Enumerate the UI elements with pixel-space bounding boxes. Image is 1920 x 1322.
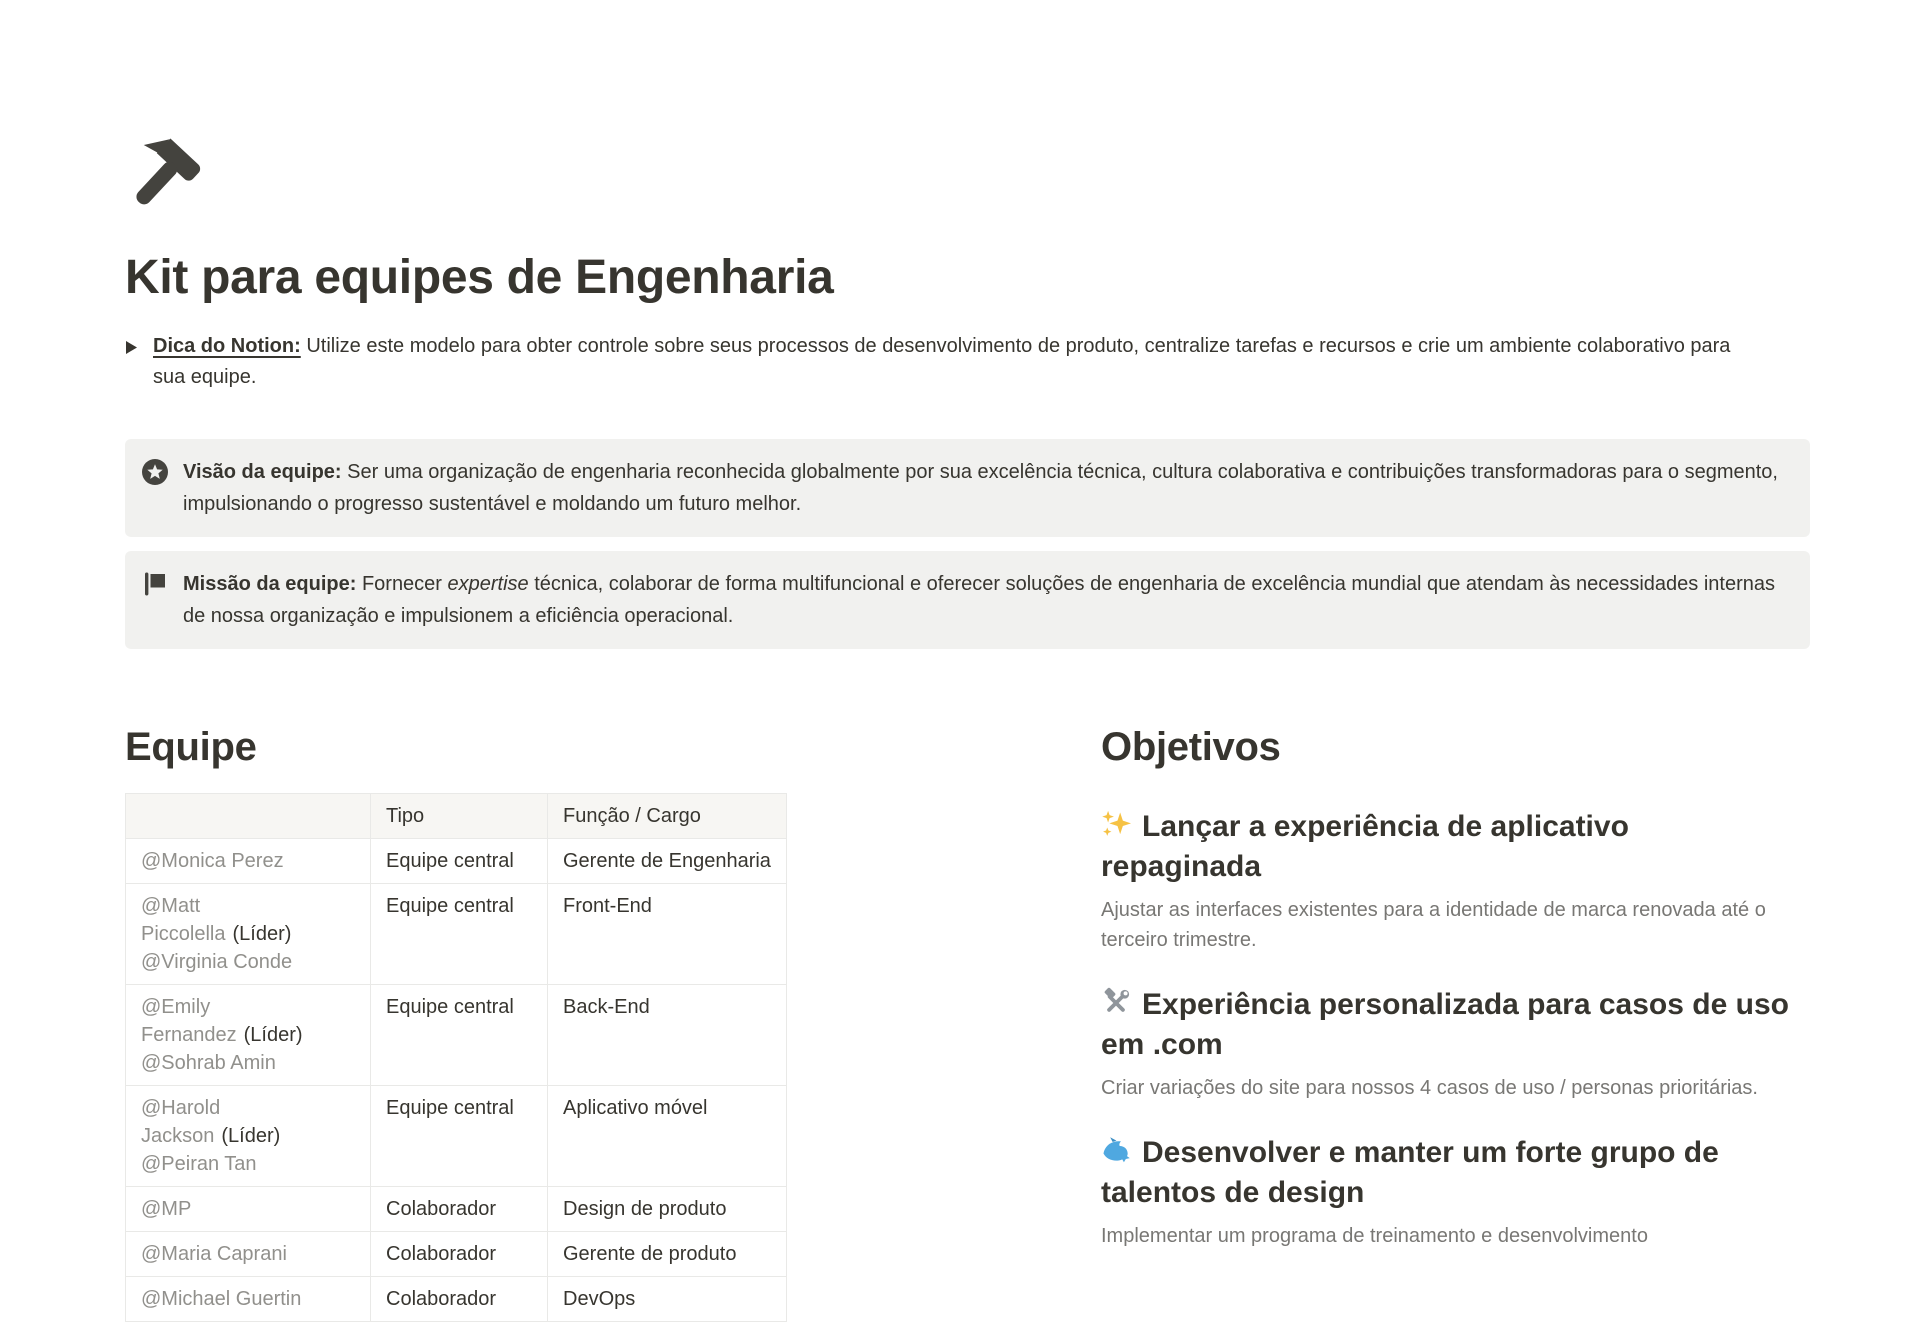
- mention-link[interactable]: @Peiran Tan: [141, 1153, 257, 1175]
- member-line: [141, 847, 355, 875]
- tipo-cell[interactable]: Colaborador: [371, 1232, 548, 1277]
- member-line: [141, 993, 355, 1049]
- tipo-cell[interactable]: Colaborador: [371, 1187, 548, 1232]
- member-line: [141, 948, 355, 976]
- star-in-circle-icon: [141, 458, 169, 486]
- mission-body-2: técnica, colaborar de forma multifuncional e oferecer soluções de engenharia de excelência mundial que atendam às necessidades internas de nossa organização e impulsionem a eficiência operacional.: [183, 573, 1776, 627]
- dolphin-icon: [1101, 1136, 1131, 1166]
- member-line: [141, 1240, 355, 1268]
- page-hammer-icon[interactable]: [125, 133, 207, 215]
- mention-link[interactable]: @Sohrab Amin: [141, 1052, 276, 1074]
- vision-callout: [125, 439, 1810, 537]
- goals-heading: Objetivos: [1101, 725, 1281, 769]
- header-cell-tipo[interactable]: Tipo: [371, 794, 548, 839]
- member-line: [141, 1049, 355, 1077]
- mention-link[interactable]: @Monica Perez: [141, 850, 284, 872]
- cargo-cell[interactable]: Design de produto: [548, 1187, 787, 1232]
- mention-link[interactable]: @Virginia Conde: [141, 951, 293, 973]
- table-row: [126, 1277, 787, 1322]
- leader-suffix: (Líder): [232, 923, 292, 945]
- mission-italic-word: expertise: [447, 573, 529, 595]
- tipo-cell[interactable]: Equipe central: [371, 1086, 548, 1187]
- mention-link[interactable]: @Michael Guertin: [141, 1288, 302, 1310]
- mention-link[interactable]: @MP: [141, 1198, 192, 1220]
- cargo-cell[interactable]: Gerente de Engenharia: [548, 839, 787, 884]
- goal-item: [1101, 985, 1796, 1103]
- tipo-cell[interactable]: Equipe central: [371, 884, 548, 985]
- leader-suffix: (Líder): [243, 1024, 303, 1046]
- table-row: [126, 1086, 787, 1187]
- members-cell[interactable]: [126, 839, 371, 884]
- mission-body-1: Fornecer: [361, 573, 442, 595]
- leader-suffix: (Líder): [221, 1125, 281, 1147]
- tipo-cell[interactable]: Equipe central: [371, 985, 548, 1086]
- member-line: [141, 1094, 355, 1150]
- notion-tip-text: [153, 331, 1753, 393]
- cargo-cell[interactable]: Gerente de produto: [548, 1232, 787, 1277]
- members-cell[interactable]: [126, 884, 371, 985]
- goal-title: [1101, 807, 1796, 887]
- cargo-cell[interactable]: Back-End: [548, 985, 787, 1086]
- members-cell[interactable]: [126, 985, 371, 1086]
- member-line: [141, 1195, 355, 1223]
- goal-description: Criar variações do site para nossos 4 casos de uso / personas prioritárias.: [1101, 1077, 1758, 1099]
- flag-icon: [141, 570, 169, 598]
- tipo-cell[interactable]: Colaborador: [371, 1277, 548, 1322]
- two-column-layout: [125, 723, 1810, 1322]
- notion-tip-body: Utilize este modelo para obter controle sobre seus processos de desenvolvimento de produto, centralize tarefas e recursos e crie um ambiente colaborativo para sua equipe.: [153, 335, 1731, 388]
- team-column: [125, 723, 787, 1322]
- mention-link[interactable]: @Harold Jackson: [141, 1097, 221, 1147]
- notion-tip-label: Dica do Notion:: [153, 335, 301, 357]
- vision-label: Visão da equipe:: [183, 461, 342, 483]
- table-row: [126, 1232, 787, 1277]
- table-row: [126, 985, 787, 1086]
- members-cell[interactable]: [126, 1086, 371, 1187]
- notion-tip-toggle[interactable]: [125, 331, 1765, 393]
- members-cell[interactable]: [126, 1187, 371, 1232]
- page-title: Kit para equipes de Engenharia: [125, 251, 834, 304]
- team-table: [125, 793, 787, 1322]
- table-header-row: [126, 794, 787, 839]
- mention-link[interactable]: @Maria Caprani: [141, 1243, 287, 1265]
- goal-title-text: Desenvolver e manter um forte grupo de talentos de design: [1101, 1136, 1719, 1209]
- mission-label: Missão da equipe:: [183, 573, 357, 595]
- cargo-cell[interactable]: Aplicativo móvel: [548, 1086, 787, 1187]
- member-line: [141, 1150, 355, 1178]
- goal-title: [1101, 1133, 1796, 1213]
- column-gap: [787, 723, 1101, 1322]
- cargo-cell[interactable]: DevOps: [548, 1277, 787, 1322]
- goal-item: [1101, 807, 1796, 955]
- members-cell[interactable]: [126, 1232, 371, 1277]
- table-row: [126, 839, 787, 884]
- tipo-cell[interactable]: Equipe central: [371, 839, 548, 884]
- hammer-and-wrench-icon: [1101, 988, 1131, 1018]
- mission-callout-text: [183, 568, 1790, 632]
- toggle-triangle-icon[interactable]: [125, 331, 153, 360]
- goal-description: Ajustar as interfaces existentes para a identidade de marca renovada até o terceiro trimestre.: [1101, 899, 1766, 951]
- mission-callout: [125, 551, 1810, 649]
- goal-title: [1101, 985, 1796, 1065]
- table-row: [126, 884, 787, 985]
- goal-item: [1101, 1133, 1796, 1251]
- sparkles-icon: [1101, 810, 1131, 840]
- vision-body: Ser uma organização de engenharia reconhecida globalmente por sua excelência técnica, cultura colaborativa e contribuições transformadoras para o segmento, impulsionando o progresso sustentável e moldando um futuro melhor.: [183, 461, 1778, 515]
- member-line: [141, 1285, 355, 1313]
- goal-title-text: Lançar a experiência de aplicativo repaginada: [1101, 810, 1629, 883]
- goal-description: Implementar um programa de treinamento e desenvolvimento: [1101, 1225, 1648, 1247]
- mention-link[interactable]: @Emily Fernandez: [141, 996, 237, 1046]
- mention-link[interactable]: @Matt Piccolella: [141, 895, 226, 945]
- goals-column: [1101, 723, 1796, 1322]
- goal-title-text: Experiência personalizada para casos de uso em .com: [1101, 988, 1789, 1061]
- member-line: [141, 892, 355, 948]
- header-cell-members[interactable]: [126, 794, 371, 839]
- cargo-cell[interactable]: Front-End: [548, 884, 787, 985]
- table-row: [126, 1187, 787, 1232]
- members-cell[interactable]: [126, 1277, 371, 1322]
- vision-callout-text: [183, 456, 1790, 520]
- header-cell-cargo[interactable]: Função / Cargo: [548, 794, 787, 839]
- team-heading: Equipe: [125, 725, 257, 769]
